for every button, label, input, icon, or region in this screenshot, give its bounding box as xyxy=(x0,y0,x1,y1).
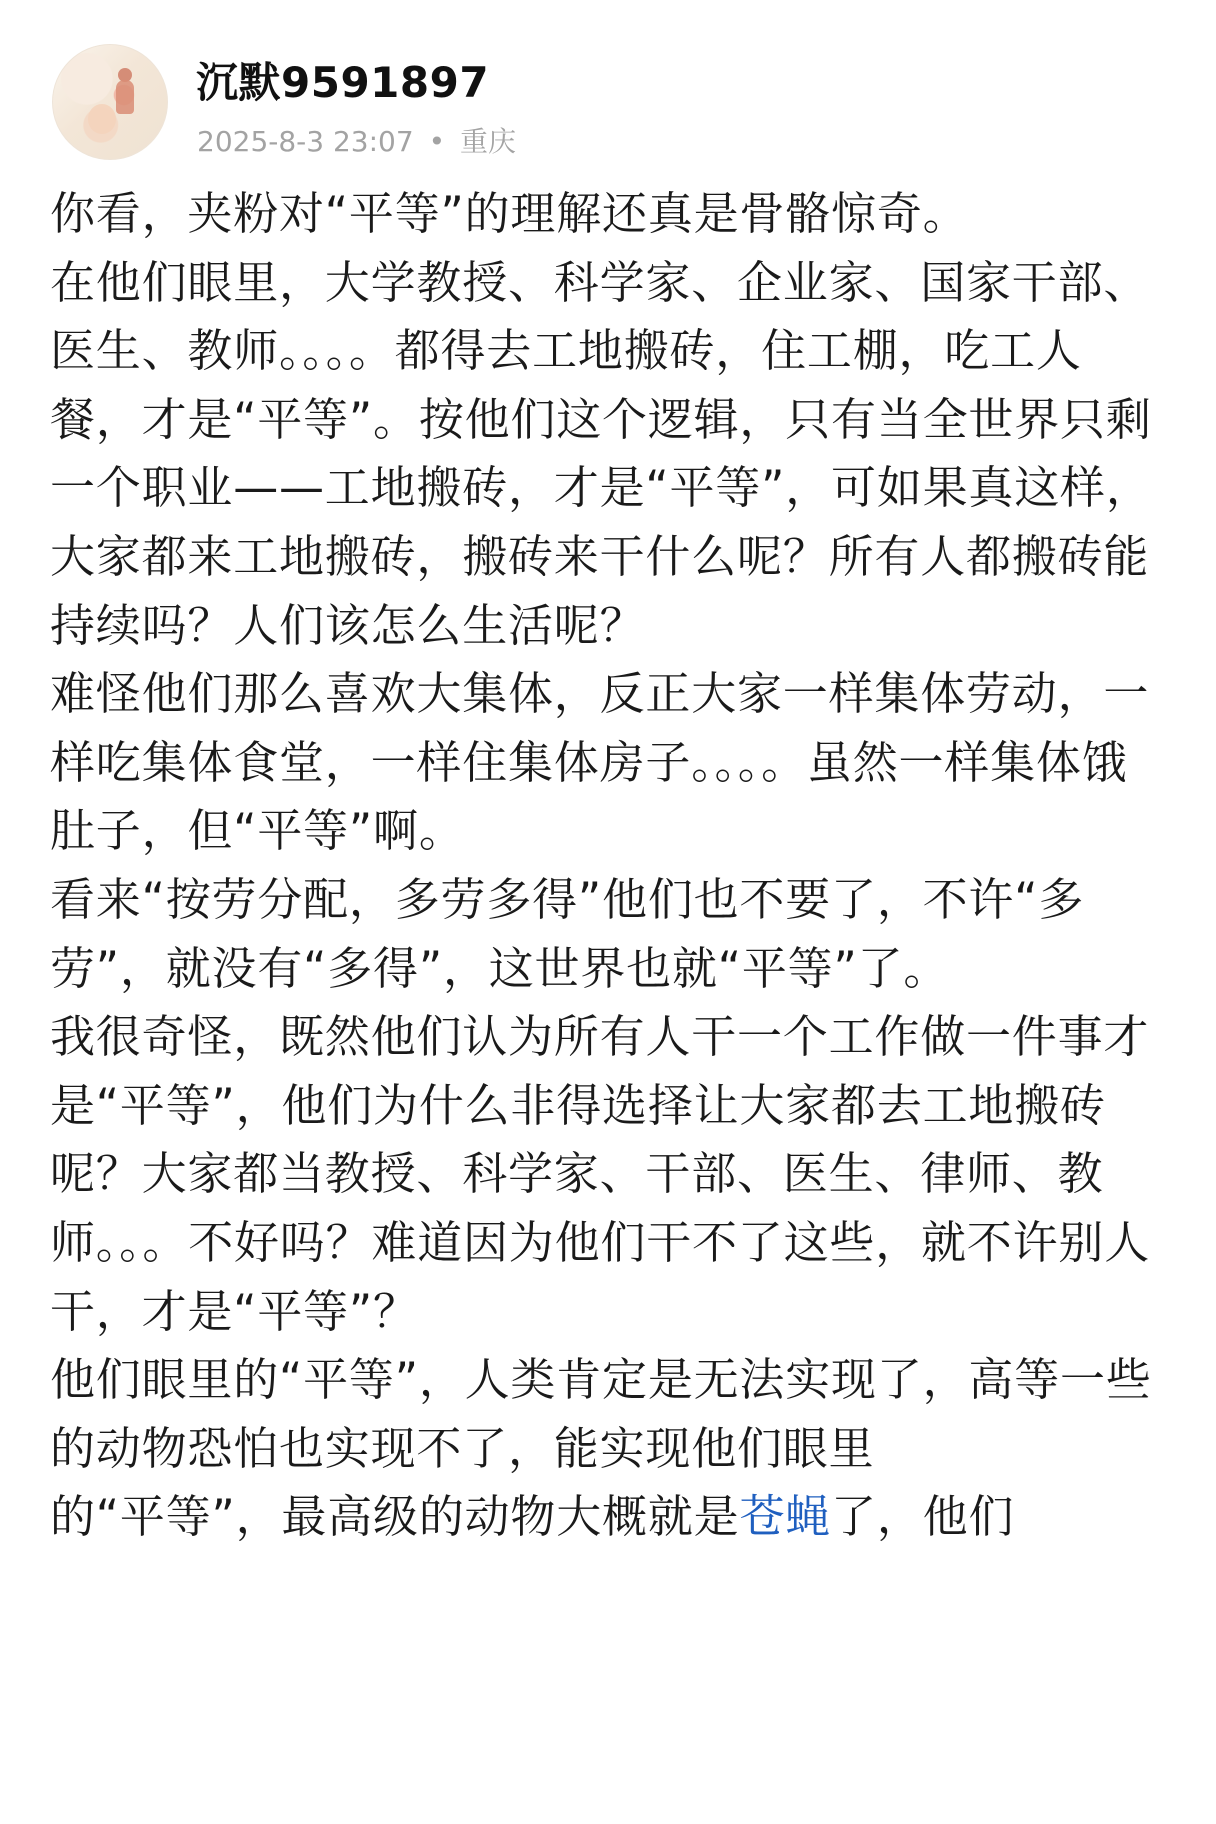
avatar-figure xyxy=(88,104,116,134)
avatar-figure-body xyxy=(116,80,134,114)
paragraph-2: 在他们眼里，大学教授、科学家、企业家、国家干部、医生、教师。。。。都得去工地搬砖，住工棚，吃工人餐，才是“平等”。按他们这个逻辑，只有当全世界只剩一个职业——工地搬砖，才是“平等”，可如果真这样，大家都来工地搬砖，搬砖来干什么呢？所有人都搬砖能持续吗？人们该怎么生活呢？ xyxy=(50,255,1152,652)
paragraph-3: 难怪他们那么喜欢大集体，反正大家一样集体劳动，一样吃集体食堂，一样住集体房子。。。。虽然一样集体饿肚子，但“平等”啊。 xyxy=(50,667,1150,858)
topic-link[interactable]: 苍蝇 xyxy=(739,1490,832,1544)
paragraph-6: 他们眼里的“平等”，人类肯定是无法实现了，高等一些的动物恐怕也实现不了，能实现他们眼里 xyxy=(50,1353,1152,1475)
author-name[interactable]: 沉默9591897 xyxy=(196,58,490,107)
post-content xyxy=(50,180,1170,1552)
user-avatar[interactable] xyxy=(52,44,168,160)
post-meta xyxy=(197,120,516,160)
post-header xyxy=(52,42,1162,160)
post-timestamp: 2025-8-3 23:07 xyxy=(197,125,414,158)
post-location: 重庆 xyxy=(460,125,517,158)
meta-separator: • xyxy=(428,125,446,158)
paragraph-4: 看来“按劳分配，多劳多得”他们也不要了，不许“多劳”，就没有“多得”，这世界也就“平等”了。 xyxy=(50,872,1085,995)
last-line-text: 的“平等”，最高级的动物大概就是 xyxy=(50,1490,740,1544)
paragraph-6-last-line xyxy=(50,1483,1170,1552)
paragraph-1: 你看，夹粉对“平等”的理解还真是骨骼惊奇。 xyxy=(50,187,969,240)
last-line-tail: 了，他们 xyxy=(831,1490,1015,1544)
paragraph-5: 我很奇怪，既然他们认为所有人干一个工作做一件事才是“平等”，他们为什么非得选择让大家都去工地搬砖呢？大家都当教授、科学家、干部、医生、律师、教师。。。不好吗？难道因为他们干不了这些，就不许别人干，才是“平等”？ xyxy=(50,1010,1151,1338)
